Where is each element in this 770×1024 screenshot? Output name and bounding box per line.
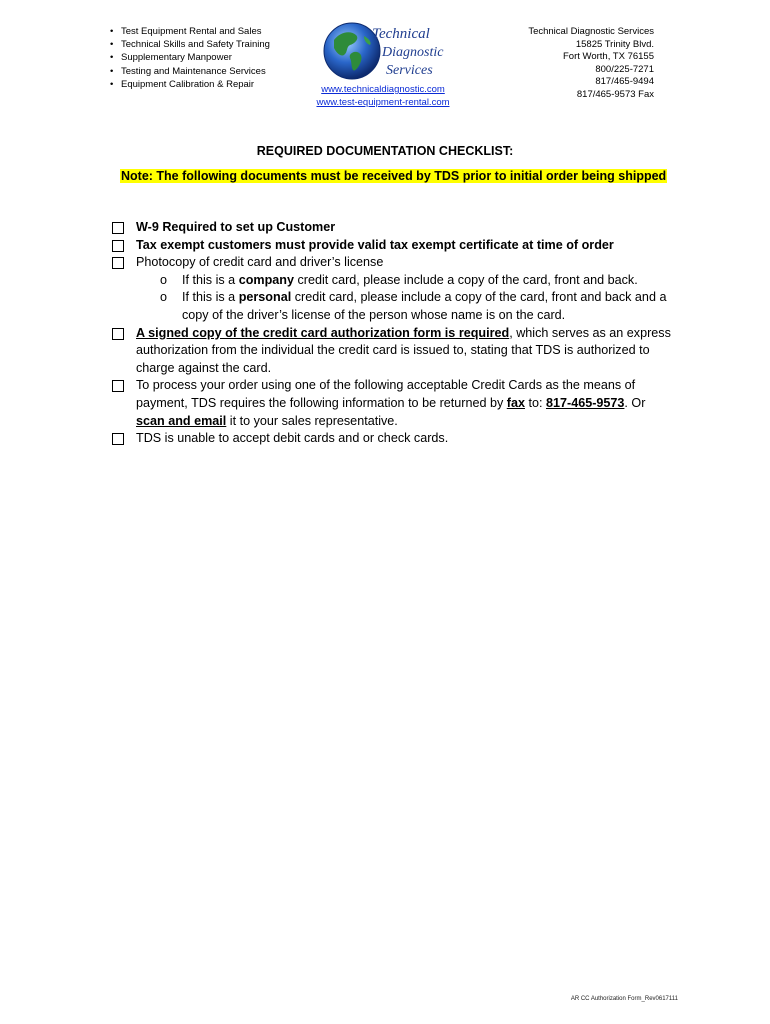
checklist-item-w9 bbox=[112, 219, 672, 237]
service-item: • Equipment Calibration & Repair bbox=[110, 78, 270, 91]
checkbox[interactable] bbox=[112, 240, 124, 252]
documentation-checklist bbox=[112, 219, 672, 448]
checkbox[interactable] bbox=[112, 328, 124, 340]
service-item: • Test Equipment Rental and Sales bbox=[110, 25, 270, 38]
phone-main: 817/465-9494 bbox=[595, 76, 654, 88]
required-form-text: A signed copy of the credit card authorization form is required bbox=[136, 325, 510, 340]
svg-text:Technical: Technical bbox=[372, 26, 430, 42]
scan-and-email: scan and email bbox=[136, 413, 227, 428]
checklist-item-photocopy bbox=[112, 254, 672, 272]
checkbox[interactable] bbox=[112, 380, 124, 392]
street-address: 15825 Trinity Blvd. bbox=[575, 38, 654, 50]
sub-item-company-card: o If this is a company credit card, please include a copy of the card, front and back. bbox=[112, 272, 672, 290]
company-logo bbox=[320, 18, 450, 84]
fax-word: fax bbox=[506, 395, 525, 410]
checklist-item-label: TDS is unable to accept debit cards and or check cards. bbox=[136, 431, 449, 446]
form-revision-footer: AR CC Authorization Form_Rev0617111 bbox=[570, 996, 678, 1002]
sub-bullet: o bbox=[160, 272, 168, 287]
sub-bullet: o bbox=[160, 290, 168, 305]
fax-number: 817/465-9573 Fax bbox=[576, 88, 654, 100]
company-name: Technical Diagnostic Services bbox=[528, 26, 654, 37]
website-link-test-equipment-rental[interactable]: www.test-equipment-rental.com bbox=[316, 96, 450, 108]
website-links bbox=[300, 84, 466, 109]
page-title: REQUIRED DOCUMENTATION CHECKLIST: bbox=[256, 144, 514, 158]
website-link-technicaldiagnostic[interactable]: www.technicaldiagnostic.com bbox=[321, 84, 445, 95]
checkbox[interactable] bbox=[112, 257, 124, 269]
svg-text:Diagnostic: Diagnostic bbox=[382, 45, 444, 60]
emphasis-company: company bbox=[238, 272, 294, 287]
services-list bbox=[110, 25, 270, 91]
emphasis-personal: personal bbox=[238, 290, 292, 305]
checklist-item-label: Photocopy of credit card and driver’s license bbox=[136, 255, 384, 270]
phone-tollfree: 800/225-7271 bbox=[595, 63, 654, 75]
city-state-zip: Fort Worth, TX 76155 bbox=[563, 51, 654, 63]
svg-text:Services: Services bbox=[386, 63, 433, 78]
checkbox[interactable] bbox=[112, 222, 124, 234]
service-item: • Technical Skills and Safety Training bbox=[110, 38, 270, 51]
checklist-item-tax-exempt bbox=[112, 237, 672, 255]
checklist-item-signed-form: A signed copy of the credit card authorization form is required, which serves as an express authorization from the individual the credit card is issued to, stating that TDS is authorized to charge against the card. bbox=[112, 325, 672, 378]
highlighted-note: Note: The following documents must be received by TDS prior to initial order being shipped bbox=[121, 169, 667, 183]
checklist-item-payment-info: To process your order using one of the following acceptable Credit Cards as the means of payment, TDS requires the following information to be returned by fax to: 817-465-9573. Or scan and email it to your sales representative. bbox=[112, 377, 672, 430]
fax-number-emphasis: 817-465-9573 bbox=[545, 395, 625, 410]
globe-logo-icon bbox=[320, 18, 450, 84]
checkbox[interactable] bbox=[112, 433, 124, 445]
sub-item-personal-card: o If this is a personal credit card, please include a copy of the card, front and back and a copy of the driver’s license of the person whose name is on the card. bbox=[160, 290, 667, 322]
contact-block bbox=[528, 26, 654, 102]
service-item: • Testing and Maintenance Services bbox=[110, 65, 270, 78]
service-item: • Supplementary Manpower bbox=[110, 51, 270, 64]
checklist-item-debit-cards bbox=[112, 430, 672, 448]
checklist-item-label: Tax exempt customers must provide valid tax exempt certificate at time of order bbox=[136, 237, 614, 252]
checklist-item-label: W-9 Required to set up Customer bbox=[136, 220, 336, 234]
